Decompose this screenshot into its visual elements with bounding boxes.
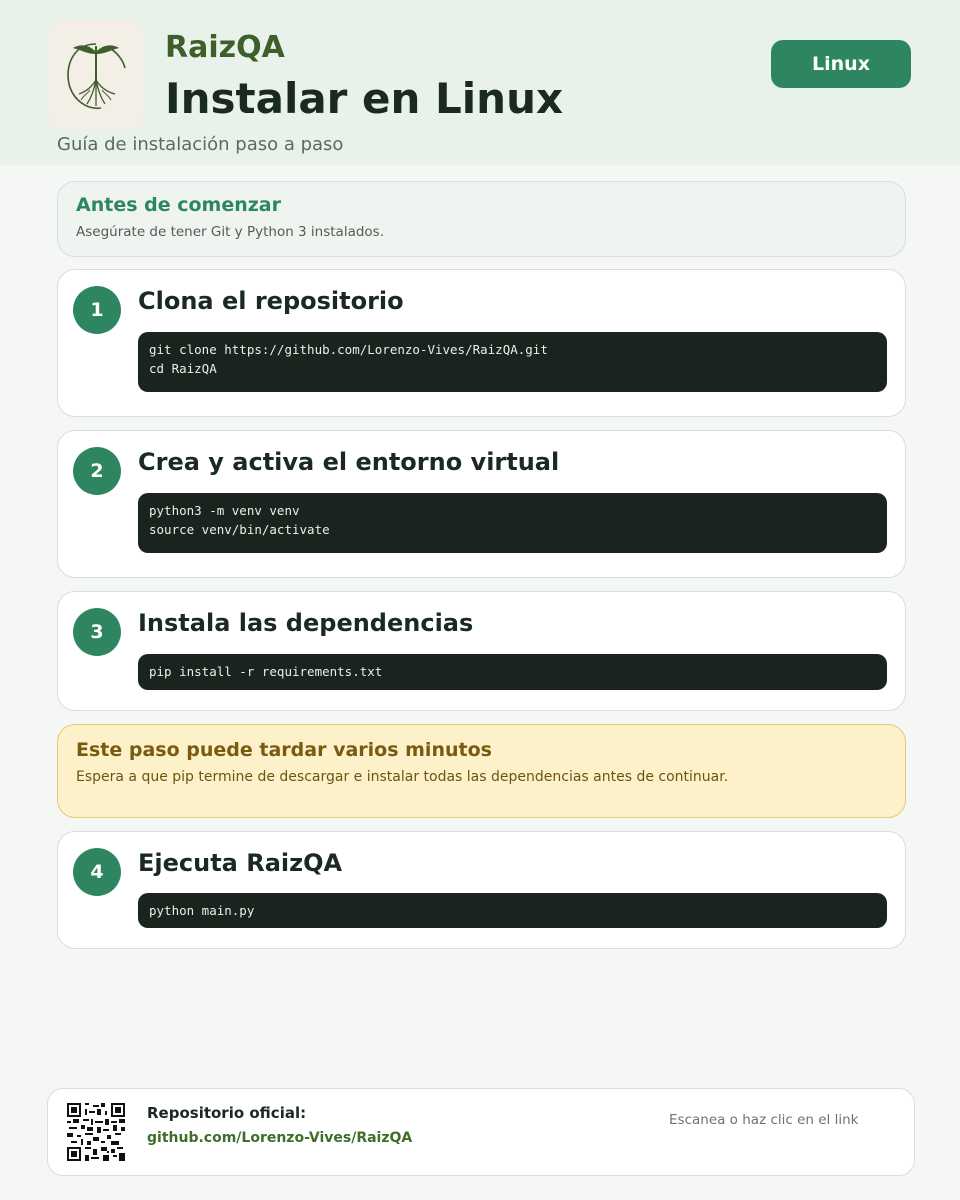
- prereq-text: Asegúrate de tener Git y Python 3 instalados.: [76, 224, 385, 240]
- page-header: [0, 0, 960, 165]
- code-line: pip install -r requirements.txt: [149, 664, 383, 679]
- step-title: Crea y activa el entorno virtual: [138, 448, 560, 476]
- code-line: python3 -m venv venv: [149, 503, 300, 518]
- qr-code-icon[interactable]: [67, 1103, 125, 1165]
- prereq-title: Antes de comenzar: [76, 194, 282, 216]
- step-number-badge: 2: [73, 447, 121, 495]
- os-linux-button[interactable]: Linux: [771, 40, 911, 88]
- step-card-2: [57, 430, 906, 578]
- step-title: Instala las dependencias: [138, 609, 474, 637]
- step-card-3: [57, 591, 906, 711]
- code-line: git clone https://github.com/Lorenzo-Vives/RaizQA.git: [149, 342, 548, 357]
- repo-link[interactable]: github.com/Lorenzo-Vives/RaizQA: [147, 1130, 413, 1146]
- warning-title: Este paso puede tardar varios minutos: [76, 739, 492, 761]
- step-number-badge: 1: [73, 286, 121, 334]
- code-block[interactable]: [138, 654, 887, 690]
- prereq-card: [57, 181, 906, 257]
- repo-footer: [47, 1088, 915, 1176]
- repo-label: Repositorio oficial:: [147, 1104, 307, 1122]
- step-number-badge: 4: [73, 848, 121, 896]
- page-title: Instalar en Linux: [165, 74, 564, 123]
- step-title: Ejecuta RaizQA: [138, 849, 343, 877]
- code-line: source venv/bin/activate: [149, 522, 330, 537]
- sprout-roots-icon: [47, 20, 145, 130]
- code-line: cd RaizQA: [149, 361, 217, 376]
- code-block[interactable]: [138, 493, 887, 553]
- scan-hint: Escanea o haz clic en el link: [669, 1112, 859, 1128]
- step-card-1: [57, 269, 906, 417]
- step-card-4: [57, 831, 906, 949]
- step-number-badge: 3: [73, 608, 121, 656]
- code-block[interactable]: [138, 893, 887, 928]
- brand-name: RaizQA: [165, 30, 285, 65]
- page-subtitle: Guía de instalación paso a paso: [57, 134, 344, 155]
- code-line: python main.py: [149, 903, 255, 918]
- step-title: Clona el repositorio: [138, 287, 404, 315]
- warning-card: [57, 724, 906, 818]
- warning-text: Espera a que pip termine de descargar e instalar todas las dependencias antes de continuar.: [76, 769, 729, 785]
- code-block[interactable]: [138, 332, 887, 392]
